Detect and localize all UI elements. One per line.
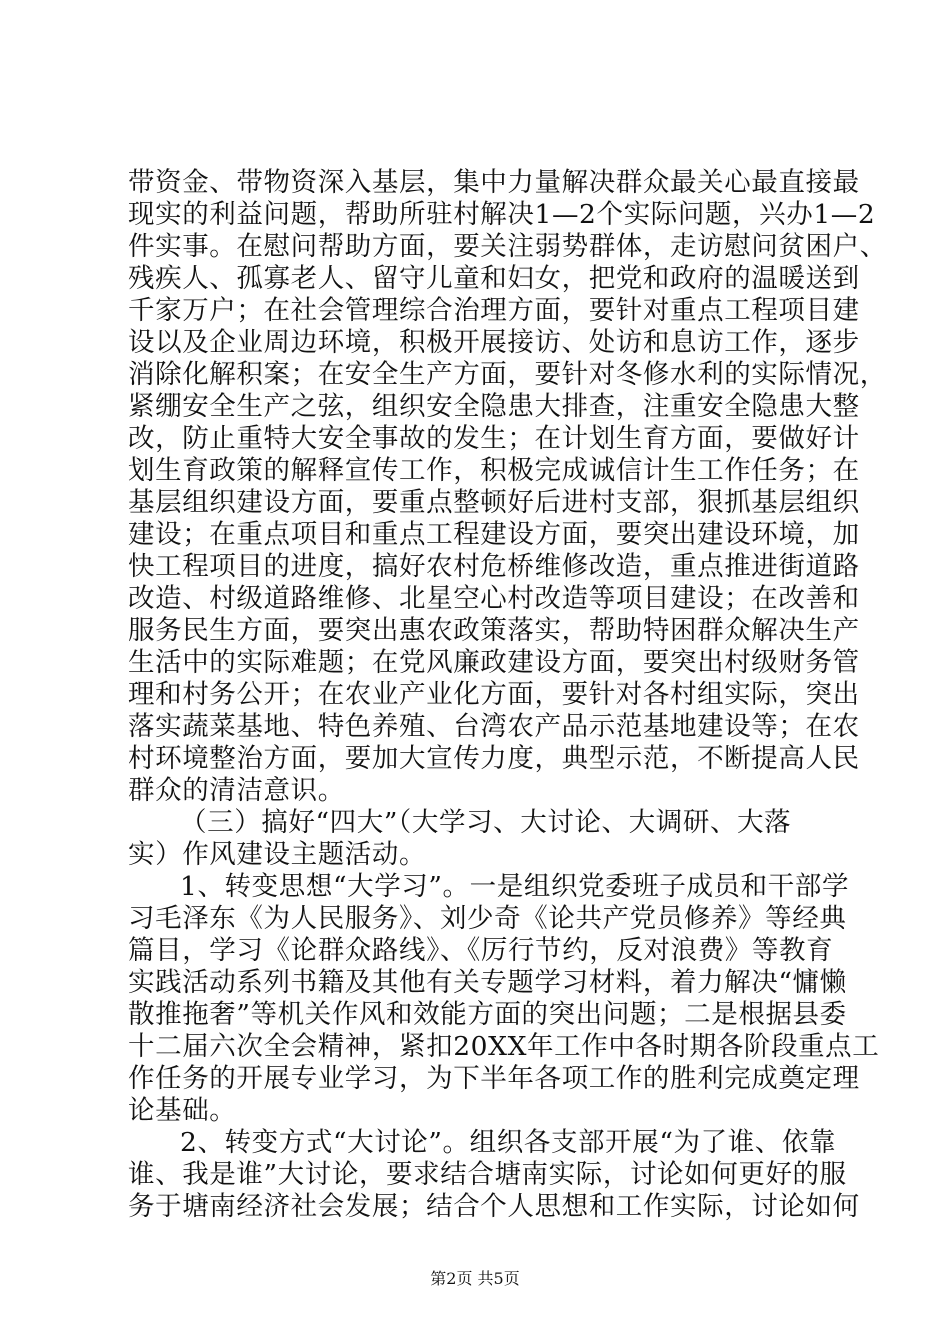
body-line: 2、转变方式“大讨论”。组织各支部开展“为了谁、依靠 <box>180 1127 837 1158</box>
body-line: 残疾人、孤寡老人、留守儿童和妇女，把党和政府的温暖送到 <box>128 263 860 294</box>
body-line: 设以及企业周边环境，积极开展接访、处访和息访工作，逐步 <box>128 327 860 358</box>
body-line: 理和村务公开；在农业产业化方面，要针对各村组实际，突出 <box>128 679 860 710</box>
body-line: 带资金、带物资深入基层，集中力量解决群众最关心最直接最 <box>128 167 860 198</box>
body-line: 紧绷安全生产之弦，组织安全隐患大排查，注重安全隐患大整 <box>128 391 860 422</box>
body-line: 村环境整治方面，要加大宣传力度，典型示范，不断提高人民 <box>128 743 860 774</box>
body-line: 散推拖奢”等机关作风和效能方面的突出问题；二是根据县委 <box>128 999 847 1030</box>
body-line: 消除化解积案；在安全生产方面，要针对冬修水利的实际情况， <box>128 359 887 390</box>
section-heading: （三）搞好“四大”（大学习、大讨论、大调研、大落 <box>180 807 792 838</box>
body-line: 论基础。 <box>128 1095 237 1126</box>
body-line: 划生育政策的解释宣传工作，积极完成诚信计生工作任务；在 <box>128 455 860 486</box>
body-line: 习毛泽东《为人民服务》、刘少奇《论共产党员修养》等经典 <box>128 903 847 934</box>
body-line: 谁、我是谁”大讨论，要求结合塘南实际，讨论如何更好的服 <box>128 1159 847 1190</box>
body-line: 群众的清洁意识。 <box>128 775 345 806</box>
body-line: 快工程项目的进度，搞好农村危桥维修改造，重点推进街道路 <box>128 551 860 582</box>
body-line: 现实的利益问题，帮助所驻村解决1—2个实际问题，兴办1—2 <box>128 199 876 230</box>
body-line: 千家万户；在社会管理综合治理方面，要针对重点工程项目建 <box>128 295 860 326</box>
body-line: 改，防止重特大安全事故的发生；在计划生育方面，要做好计 <box>128 423 860 454</box>
section-heading: 实）作风建设主题活动。 <box>128 839 427 870</box>
body-line: 服务民生方面，要突出惠农政策落实，帮助特困群众解决生产 <box>128 615 860 646</box>
body-line: 篇目，学习《论群众路线》、《厉行节约，反对浪费》等教育 <box>128 935 834 966</box>
body-line: 实践活动系列书籍及其他有关专题学习材料，着力解决“慵懒 <box>128 967 847 998</box>
body-line: 落实蔬菜基地、特色养殖、台湾农产品示范基地建设等；在农 <box>128 711 860 742</box>
body-line: 务于塘南经济社会发展；结合个人思想和工作实际，讨论如何 <box>128 1191 860 1222</box>
body-line: 件实事。在慰问帮助方面，要关注弱势群体，走访慰问贫困户、 <box>128 231 887 262</box>
body-line: 建设；在重点项目和重点工程建设方面，要突出建设环境，加 <box>128 519 860 550</box>
body-line: 生活中的实际难题；在党风廉政建设方面，要突出村级财务管 <box>128 647 860 678</box>
body-line: 作任务的开展专业学习，为下半年各项工作的胜利完成奠定理 <box>128 1063 860 1094</box>
body-line: 改造、村级道路维修、北星空心村改造等项目建设；在改善和 <box>128 583 860 614</box>
body-line: 十二届六次全会精神，紧扣20XX年工作中各时期各阶段重点工 <box>128 1031 880 1062</box>
page-number-footer: 第2页 共5页 <box>430 1269 520 1288</box>
body-line: 基层组织建设方面，要重点整顿好后进村支部，狠抓基层组织 <box>128 487 860 518</box>
body-line: 1、转变思想“大学习”。一是组织党委班子成员和干部学 <box>180 871 850 902</box>
